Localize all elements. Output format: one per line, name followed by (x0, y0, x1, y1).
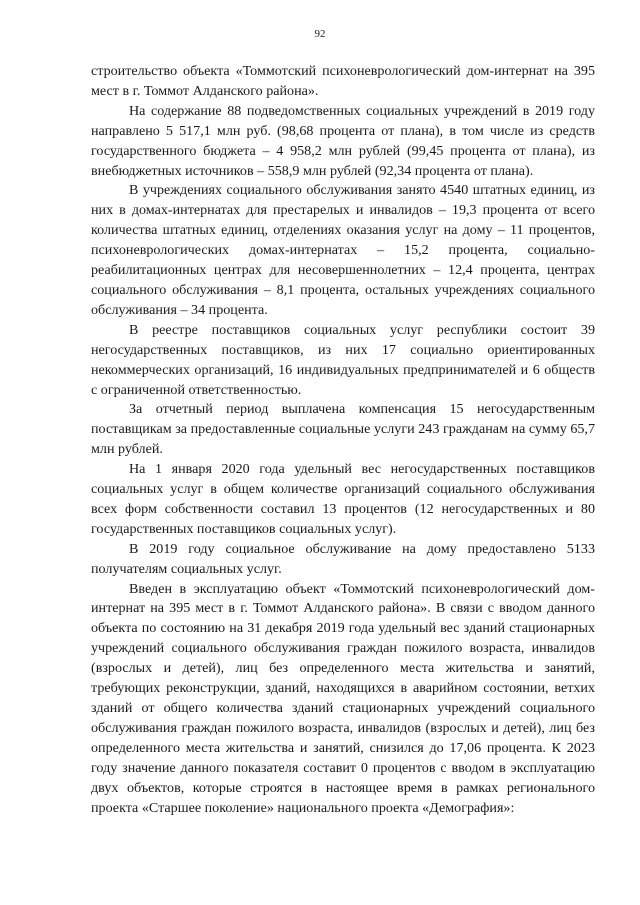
document-body (91, 62, 595, 818)
paragraph-staff-units: В учреждениях социального обслуживания занято 4540 штатных единиц, из них в домах-интернатах для престарелых и инвалидов – 19,3 процента от всего количества штатных единиц, отделениях оказания услуг на дому – 11 процентов, психоневрологических домах-интернатах – 15,2 процента, социально-реабилитационных центрах для несовершеннолетних – 12,4 процента, центрах социального обслуживания – 8,1 процента, остальных учреждениях социального обслуживания – 34 процента. (91, 182, 595, 318)
page-number: 92 (314, 28, 326, 40)
paragraph-funding: На содержание 88 подведомственных социальных учреждений в 2019 году направлено 5 517,1 млн руб. (98,68 процента от плана), в том числе из средств государственного бюджета – 4 958,2 млн рублей (99,45 процента от плана), из внебюджетных источников – 558,9 млн рублей (92,34 процента от плана). (91, 102, 595, 179)
paragraph-facility-commissioning: Введен в эксплуатацию объект «Томмотский психоневрологический дом-интернат на 395 мест в г. Томмот Алданского района». В связи с вводом данного объекта по состоянию на 31 декабря 2019 года удельный вес зданий стационарных учреждений социального обслуживания граждан пожилого возраста, инвалидов (взрослых и детей), лиц без определенного места жительства и занятий, требующих реконструкции, зданий, находящихся в аварийном состоянии, ветхих зданий от общего количества зданий стационарных учреждений социального обслуживания граждан пожилого возраста, инвалидов (взрослых и детей), лиц без определенного места жительства и занятий, снизился до 17,06 процента. К 2023 году значение данного показателя составит 0 процентов с вводом в эксплуатацию двух объектов, которые строятся в настоящее время в рамках регионального проекта «Старшее поколение» национального проекта «Демография»: (91, 580, 595, 816)
paragraph-nongovernment-share: На 1 января 2020 года удельный вес негосударственных поставщиков социальных услуг в общем количестве организаций социального обслуживания всех форм собственности составил 13 процентов (12 негосударственных и 80 государственных поставщиков социальных услуг). (91, 461, 595, 537)
paragraph-home-service: В 2019 году социальное обслуживание на дому предоставлено 5133 получателям социальных услуг. (91, 540, 595, 577)
paragraph-provider-registry: В реестре поставщиков социальных услуг республики состоит 39 негосударственных поставщиков, из них 17 социально ориентированных некоммерческих организаций, 16 индивидуальных предпринимателей и 6 обществ с ограниченной ответственностью. (91, 321, 595, 398)
paragraph-continuation: строительство объекта «Томмотский психоневрологический дом-интернат на 395 мест в г. Томмот Алданского района». (91, 63, 595, 99)
paragraph-compensation: За отчетный период выплачена компенсация 15 негосударственным поставщикам за предоставленные социальные услуги 243 гражданам на сумму 65,7 млн рублей. (91, 401, 595, 458)
